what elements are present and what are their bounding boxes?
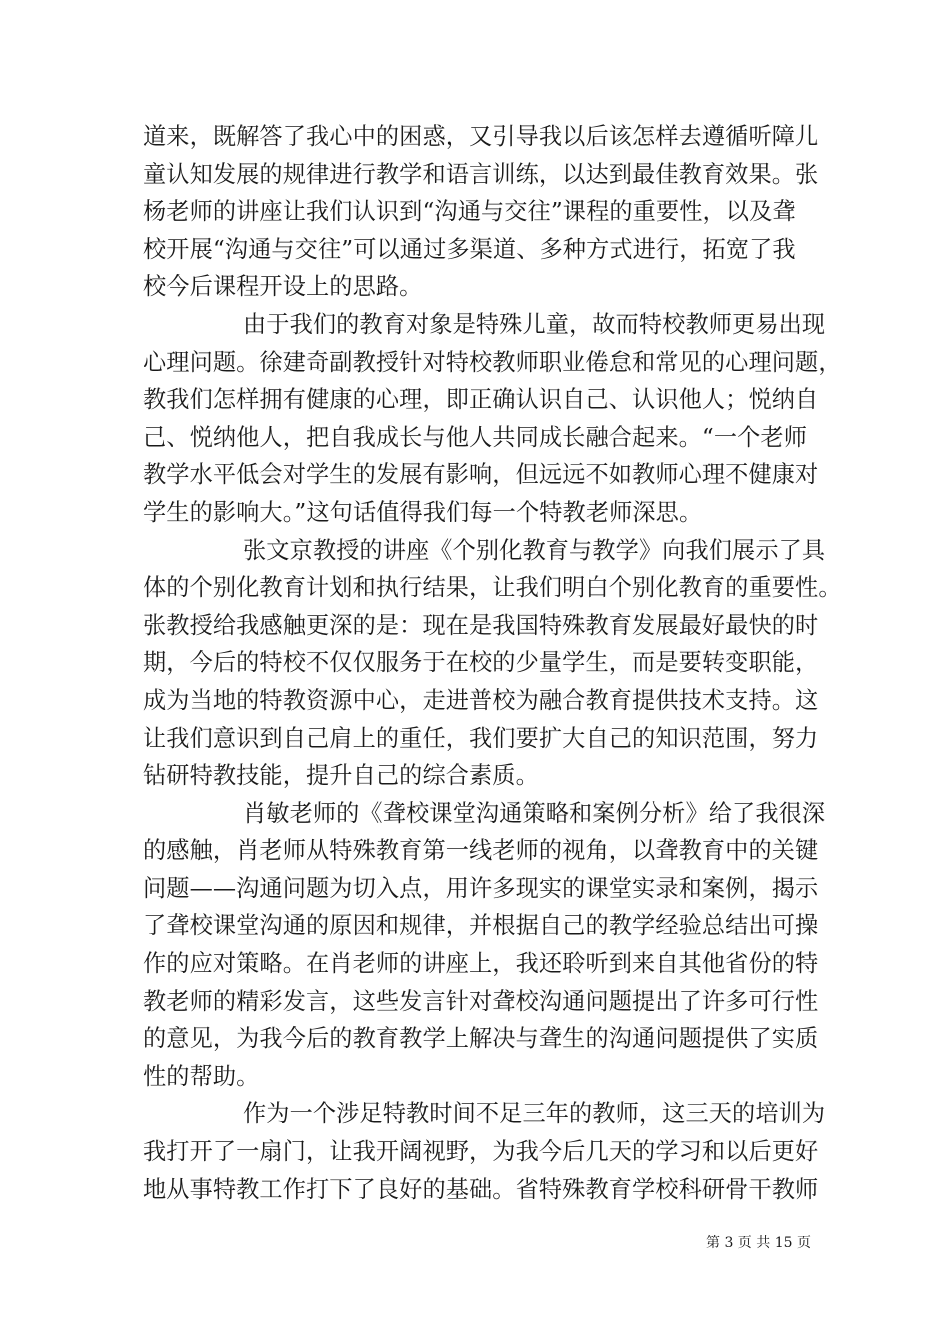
text-line: 成为当地的特教资源中心，走进普校为融合教育提供技术支持。这 — [143, 686, 819, 714]
paragraph-2 — [143, 306, 842, 532]
text-line: 钻研特教技能，提升自己的综合素质。 — [143, 762, 539, 790]
paragraph-3 — [143, 532, 842, 795]
text-line: 道来，既解答了我心中的困惑，又引导我以后该怎样去遵循听障儿 — [143, 123, 819, 150]
text-line: 童认知发展的规律进行教学和语言训练，以达到最佳教育效果。张 — [143, 160, 819, 188]
text-line: 肖敏老师的《聋校课堂沟通策略和案例分析》给了我很深 — [243, 799, 826, 827]
text-line: 教老师的精彩发言，这些发言针对聋校沟通问题提出了许多可行性 — [143, 987, 819, 1015]
text-line: 心理问题。徐建奇副教授针对特校教师职业倦怠和常见的心理问题， — [143, 348, 842, 376]
text-line: 体的个别化教育计划和执行结果，让我们明白个别化教育的重要性。 — [143, 574, 842, 602]
text-line: 地从事特教工作打下了良好的基础。省特殊教育学校科研骨干教师 — [143, 1175, 819, 1203]
text-line: 的意见，为我今后的教育教学上解决与聋生的沟通问题提供了实质 — [143, 1025, 819, 1053]
text-line: 的感触，肖老师从特殊教育第一线老师的视角，以聋教育中的关键 — [143, 837, 819, 865]
text-line: 己、悦纳他人，把自我成长与他人共同成长融合起来。“一个老师 — [143, 423, 808, 451]
text-line: 由于我们的教育对象是特殊儿童，故而特校教师更易出现 — [243, 310, 826, 338]
text-line: 作的应对策略。在肖老师的讲座上，我还聆听到来自其他省份的特 — [143, 950, 819, 978]
text-line: 我打开了一扇门，让我开阔视野，为我今后几天的学习和以后更好 — [143, 1138, 819, 1166]
document-body — [143, 118, 842, 1208]
paragraph-5 — [143, 1095, 826, 1208]
text-line: 杨老师的讲座让我们认识到“沟通与交往”课程的重要性，以及聋 — [143, 198, 796, 226]
text-line: 张教授给我感触更深的是：现在是我国特殊教育发展最好最快的时 — [143, 611, 819, 639]
text-line: 了聋校课堂沟通的原因和规律，并根据自己的教学经验总结出可操 — [143, 912, 819, 940]
text-line: 校开展“沟通与交往”可以通过多渠道、多种方式进行，拓宽了我 — [143, 235, 796, 263]
text-line: 张文京教授的讲座《个别化教育与教学》向我们展示了具 — [243, 536, 826, 564]
text-line: 教我们怎样拥有健康的心理，即正确认识自己、认识他人；悦纳自 — [143, 386, 819, 414]
paragraph-4 — [143, 795, 826, 1096]
text-line: 教学水平低会对学生的发展有影响，但远远不如教师心理不健康对 — [143, 461, 819, 489]
text-line: 性的帮助。 — [143, 1062, 260, 1090]
text-line: 校今后课程开设上的思路。 — [143, 273, 423, 301]
page-number-footer: 第 3 页 共 15 页 — [706, 1235, 811, 1251]
text-line: 期，今后的特校不仅仅服务于在校的少量学生，而是要转变职能， — [143, 649, 819, 677]
text-line: 问题——沟通问题为切入点，用许多现实的课堂实录和案例，揭示 — [143, 874, 819, 902]
text-line: 作为一个涉足特教时间不足三年的教师，这三天的培训为 — [243, 1100, 826, 1128]
text-line: 让我们意识到自己肩上的重任，我们要扩大自己的知识范围，努力 — [143, 724, 819, 752]
text-line: 学生的影响大。”这句话值得我们每一个特教老师深思。 — [143, 498, 703, 526]
paragraph-1 — [143, 118, 819, 306]
